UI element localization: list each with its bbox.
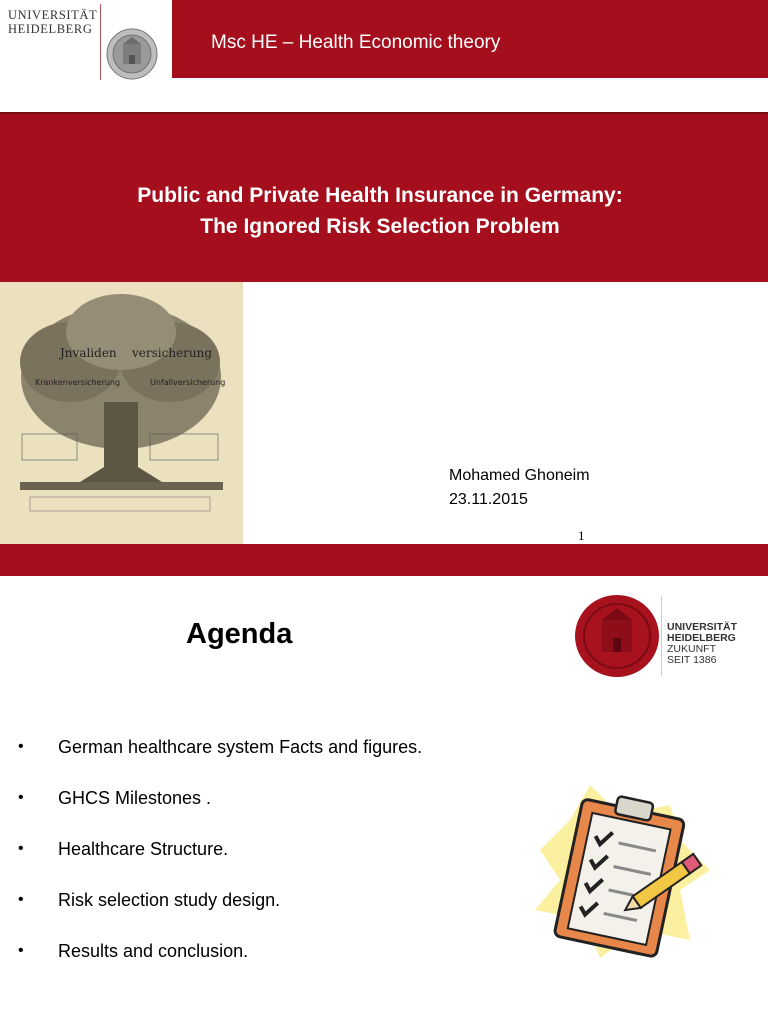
- agenda-item-5: Results and conclusion.: [58, 941, 249, 961]
- tree-icon: [0, 282, 243, 532]
- presentation-date: 23.11.2015: [449, 491, 528, 508]
- insurance-tree-illustration: [0, 282, 243, 544]
- svg-text:Krankenversicherung: Krankenversicherung: [35, 378, 121, 387]
- logo2-line-2: HEIDELBERG: [667, 632, 736, 644]
- page-number: 1: [578, 528, 585, 543]
- bullet-3: •: [18, 840, 24, 857]
- agenda-item-3: Healthcare Structure.: [58, 839, 229, 859]
- svg-text:Jnvaliden: Jnvaliden: [60, 346, 117, 360]
- university-seal-red-icon: [574, 594, 660, 678]
- svg-text:versicherung: versicherung: [132, 346, 213, 360]
- logo-line-2: HEIDELBERG: [8, 22, 93, 36]
- bullet-2: •: [18, 789, 24, 806]
- logo-divider-2: [661, 596, 662, 676]
- bullet-5: •: [18, 942, 24, 959]
- logo2-line-3: ZUKUNFT: [667, 643, 716, 655]
- author-name: Mohamed Ghoneim: [449, 467, 590, 484]
- logo2-line-4: SEIT 1386: [667, 654, 717, 666]
- logo-line-1: UNIVERSITÄT: [8, 8, 98, 22]
- svg-text:Unfallversicherung: Unfallversicherung: [150, 378, 226, 387]
- bullet-4: •: [18, 891, 24, 908]
- presentation-title-line-2: The Ignored Risk Selection Problem: [200, 215, 560, 238]
- bullet-1: •: [18, 738, 24, 755]
- logo-divider: [100, 4, 101, 80]
- course-title: Msc HE – Health Economic theory: [211, 32, 501, 53]
- agenda-item-1: German healthcare system Facts and figures.: [58, 737, 423, 757]
- agenda-title: Agenda: [186, 618, 293, 650]
- agenda-item-2: GHCS Milestones .: [58, 788, 212, 808]
- agenda-item-4: Risk selection study design.: [58, 890, 281, 910]
- university-logo-text: [8, 8, 97, 36]
- logo2-line-1: UNIVERSITÄT: [667, 621, 738, 633]
- clipboard-checklist-icon: [530, 780, 715, 960]
- footer-band: [0, 544, 768, 576]
- university-seal-icon: [106, 28, 158, 80]
- presentation-title-line-1: Public and Private Health Insurance in Germany:: [137, 184, 623, 207]
